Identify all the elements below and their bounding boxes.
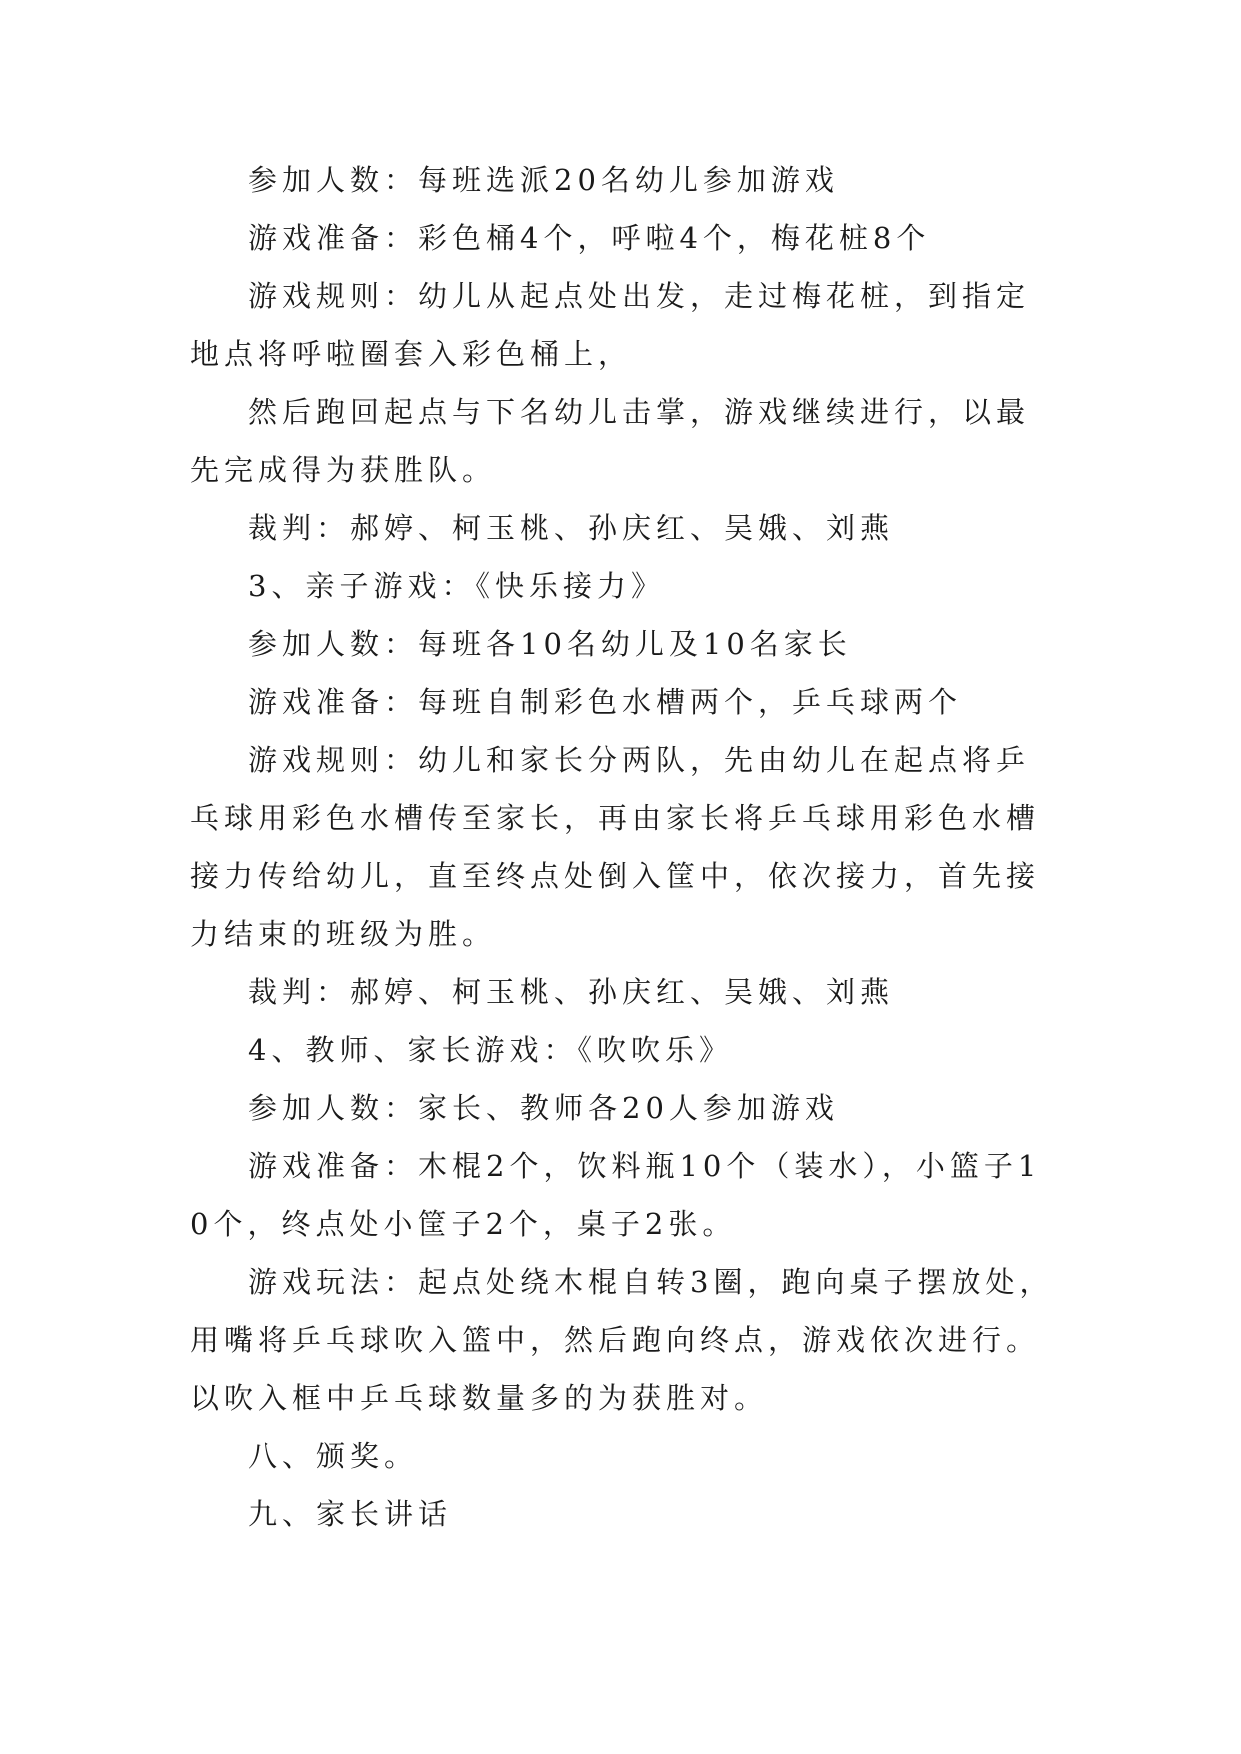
section-heading-parent-speech: 九、家长讲话 (248, 1497, 453, 1531)
paragraph-rules-2: 游戏规则：幼儿和家长分两队，先由幼儿在起点将乒乓球用彩色水槽传至家长，再由家长将乒乓球用彩色水槽接力传给幼儿，直至终点处倒入筐中，依次接力，首先接力结束的班级为胜。 (190, 743, 1041, 951)
paragraph-referees-1: 裁判：郝婷、柯玉桃、孙庆红、吴娥、刘燕 (248, 511, 895, 545)
section-heading-awards: 八、颁奖。 (248, 1439, 419, 1473)
paragraph-participants-2: 参加人数：每班各10名幼儿及10名家长 (248, 627, 852, 661)
paragraph-referees-2: 裁判：郝婷、柯玉桃、孙庆红、吴娥、刘燕 (248, 975, 895, 1009)
paragraph-preparation-2: 游戏准备：每班自制彩色水槽两个，乒乓球两个 (248, 685, 963, 719)
document-body (190, 151, 1054, 1543)
paragraph-participants-1: 参加人数：每班选派20名幼儿参加游戏 (248, 163, 839, 197)
section-heading-teacher-parent-game: 4、教师、家长游戏：《吹吹乐》 (248, 1033, 733, 1067)
paragraph-rules-1-continued: 然后跑回起点与下名幼儿击掌，游戏继续进行，以最先完成得为获胜队。 (190, 395, 1031, 487)
paragraph-participants-3: 参加人数：家长、教师各20人参加游戏 (248, 1091, 839, 1125)
section-heading-parent-child-game: 3、亲子游戏：《快乐接力》 (248, 569, 665, 603)
paragraph-preparation-3: 游戏准备：木棍2个，饮料瓶10个（装水），小篮子10个，终点处小筐子2个，桌子2张。 (190, 1149, 1042, 1241)
paragraph-preparation-1: 游戏准备：彩色桶4个，呼啦4个，梅花桩8个 (248, 221, 931, 255)
paragraph-gameplay-3: 游戏玩法：起点处绕木棍自转3圈，跑向桌子摆放处，用嘴将乒乓球吹入篮中，然后跑向终点，游戏依次进行。以吹入框中乒乓球数量多的为获胜对。 (190, 1265, 1054, 1415)
paragraph-rules-1: 游戏规则：幼儿从起点处出发，走过梅花桩，到指定地点将呼啦圈套入彩色桶上， (190, 279, 1031, 371)
